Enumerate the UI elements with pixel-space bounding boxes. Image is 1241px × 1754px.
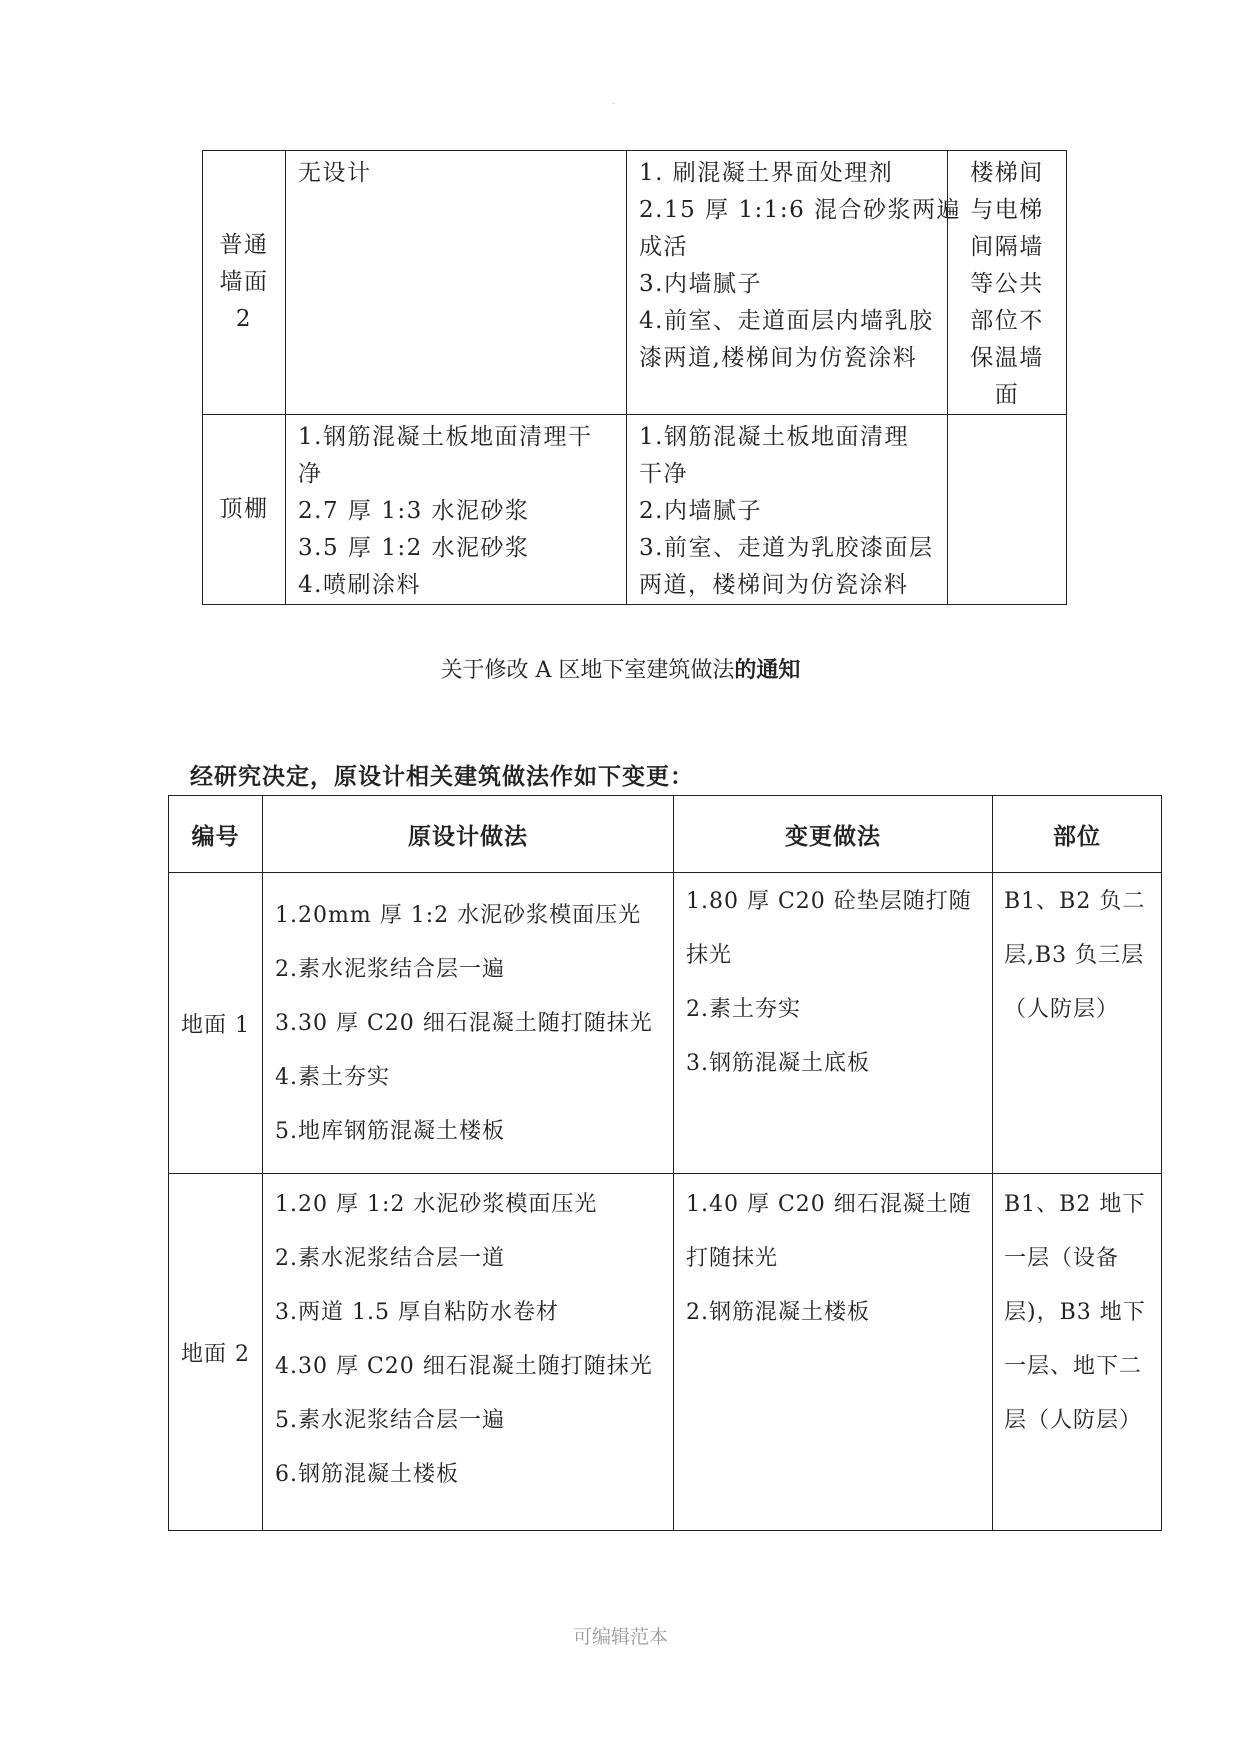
original-design-cell [286,415,627,605]
text-line: 4.30 厚 C20 细石混凝土随打随抹光 [275,1354,653,1379]
text-line: 漆两道,楼梯间为仿瓷涂料 [639,345,918,371]
text-line: 4.素土夯实 [275,1065,390,1090]
text-line: 等公共 [970,271,1044,297]
top-table [202,150,1067,605]
location-text: B1、B2 地下一层（设备层)，B3 地下一层、地下二层（人防层） [1004,1192,1146,1433]
text-line: 2.素土夯实 [686,997,801,1022]
notice-title [0,653,1241,684]
header-original-design: 原设计做法 [263,796,674,873]
notice-title-suffix: 的通知 [734,657,801,683]
header-revised-design: 变更做法 [674,796,993,873]
text-line: 2.内墙腻子 [639,498,762,524]
text-line: 成活 [639,234,688,260]
location-cell [993,873,1162,1174]
text-line: 3.5 厚 1:2 水泥砂浆 [298,535,530,561]
row-label-cell [203,415,286,605]
text-line: 2 [235,306,253,332]
original-design-cell [263,1174,674,1531]
text-line: 无设计 [298,160,372,186]
table-row [169,873,1162,1174]
text-line: 2.钢筋混凝土楼板 [686,1300,870,1325]
revised-design-cell [627,415,948,605]
text-line: 4.喷刷涂料 [298,572,421,598]
revised-design-cell [674,1174,993,1531]
text-line: 面 [994,382,1020,408]
original-design-cell [286,151,627,415]
text-line: 3.前室、走道为乳胶漆面层 [639,535,934,561]
text-line: 3.钢筋混凝土底板 [686,1051,870,1076]
text-line: 墙面 [219,269,269,295]
location-text: B1、B2 负二层,B3 负三层（人防层） [1004,889,1146,1022]
text-line: 干净 [639,461,688,487]
location-cell [948,415,1067,605]
text-line: 5.素水泥浆结合层一遍 [275,1408,505,1433]
revised-design-cell [674,873,993,1174]
table-row [203,415,1067,605]
change-table [168,795,1162,1531]
text-line: 楼梯间 [970,160,1044,186]
footer-watermark: 可编辑范本 [572,1626,668,1648]
text-line: 2.素水泥浆结合层一道 [275,1246,505,1271]
header-id: 编号 [169,796,263,873]
text-line: 普通 [219,232,269,258]
text-line: 1.钢筋混凝土板地面清理 [639,424,909,450]
table-row [169,1174,1162,1531]
text-line: 1.80 厚 C20 砼垫层随打随抹光 [686,889,972,968]
row-id-cell: 地面 1 [169,873,263,1174]
text-line: 1. 刷混凝土界面处理剂 [639,160,894,186]
row-label-cell [203,151,286,415]
text-line: 3.30 厚 C20 细石混凝土随打随抹光 [275,1011,653,1036]
original-design-cell [263,873,674,1174]
row-id-cell: 地面 2 [169,1174,263,1531]
table-row [203,151,1067,415]
text-line: 3.两道 1.5 厚自粘防水卷材 [275,1300,559,1325]
text-line: 与电梯 [970,197,1044,223]
decision-statement: 经研究决定，原设计相关建筑做法作如下变更： [190,763,694,790]
text-line: 5.地库钢筋混凝土楼板 [275,1119,505,1144]
text-line: 顶棚 [219,496,269,522]
text-line: 部位不 [970,308,1044,334]
text-line: 4.前室、走道面层内墙乳胶 [639,308,934,334]
text-line: 3.内墙腻子 [639,271,762,297]
notice-title-main: 关于修改 A 区地下室建筑做法 [440,658,735,683]
header-location: 部位 [993,796,1162,873]
location-cell [948,151,1067,415]
text-line: 6.钢筋混凝土楼板 [275,1462,459,1487]
text-line: 净 [298,461,323,487]
text-line: 1.20 厚 1:2 水泥砂浆模面压光 [275,1192,598,1217]
text-line: 1.20mm 厚 1:2 水泥砂浆模面压光 [275,903,642,928]
header-mark: . [612,96,616,107]
text-line: 2.15 厚 1:1:6 混合砂浆两遍 [639,197,962,223]
text-line: 2.7 厚 1:3 水泥砂浆 [298,498,530,524]
text-line: 间隔墙 [970,234,1044,260]
location-cell [993,1174,1162,1531]
revised-design-cell [627,151,962,415]
text-line: 两道，楼梯间为仿瓷涂料 [639,572,909,598]
text-line: 保温墙 [970,345,1044,371]
table-header-row [169,796,1162,873]
text-line: 1.钢筋混凝土板地面清理干 [298,424,593,450]
text-line: 1.40 厚 C20 细石混凝土随打随抹光 [686,1192,972,1271]
text-line: 2.素水泥浆结合层一遍 [275,957,505,982]
